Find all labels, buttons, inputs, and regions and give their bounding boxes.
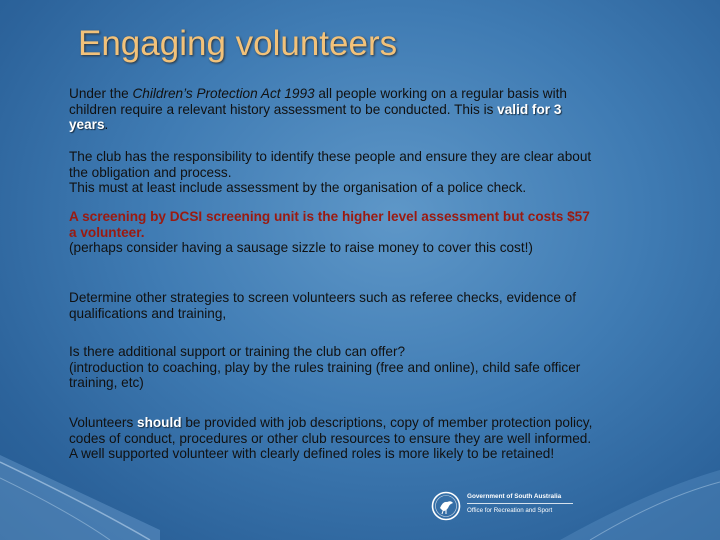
text-line: children require a relevant history assessment to be conducted. This is valid for 3 (69, 101, 562, 117)
validity-highlight: valid for 3 (497, 101, 562, 117)
text-line: Is there additional support or training the club can offer? (69, 344, 406, 359)
text-line: (introduction to coaching, play by the rules training (free and online), child safe officer (69, 359, 581, 375)
text-line: A well supported volunteer with clearly defined roles is more likely to be retained! (69, 446, 555, 461)
piping-shrike-crest-icon (431, 491, 461, 521)
should-highlight: should (137, 415, 182, 430)
text-line-emphasis: a volunteer. (69, 224, 145, 240)
government-logo (419, 486, 577, 528)
text-line: training, etc) (69, 375, 144, 390)
text-line: Under the Children’s Protection Act 1993 all people working on a regular basis with (69, 86, 567, 101)
paragraph-club-responsibility (69, 149, 691, 196)
text-line: codes of conduct, procedures or other club resources to ensure they are well informed. (69, 430, 592, 446)
paragraph-assessment (69, 86, 691, 133)
text-line: Determine other strategies to screen volunteers such as referee checks, evidence of (69, 290, 577, 305)
text-line: This must at least include assessment by the organisation of a police check. (69, 180, 527, 195)
paragraph-dcsi-screening (69, 209, 691, 256)
government-name: Government of South Australia (467, 493, 562, 500)
act-name: Children’s Protection Act 1993 (132, 86, 315, 101)
paragraph-other-strategies (69, 290, 691, 321)
text-line: years. (69, 117, 109, 132)
paragraph-volunteer-resources (69, 415, 691, 462)
validity-highlight: years (69, 117, 105, 132)
slide-title: Engaging volunteers (78, 24, 398, 63)
text-line: qualifications and training, (69, 305, 227, 321)
text-line: the obligation and process. (69, 164, 232, 180)
text-line: The club has the responsibility to identify these people and ensure they are clear about (69, 149, 592, 164)
logo-divider (467, 503, 573, 504)
paragraph-support-training (69, 344, 691, 391)
text-line: (perhaps consider having a sausage sizzle to raise money to cover this cost!) (69, 240, 533, 255)
text-line: Volunteers should be provided with job descriptions, copy of member protection policy, (69, 415, 593, 430)
text-line-emphasis: A screening by DCSI screening unit is the higher level assessment but costs $57 (69, 209, 590, 224)
office-name: Office for Recreation and Sport (467, 507, 553, 514)
